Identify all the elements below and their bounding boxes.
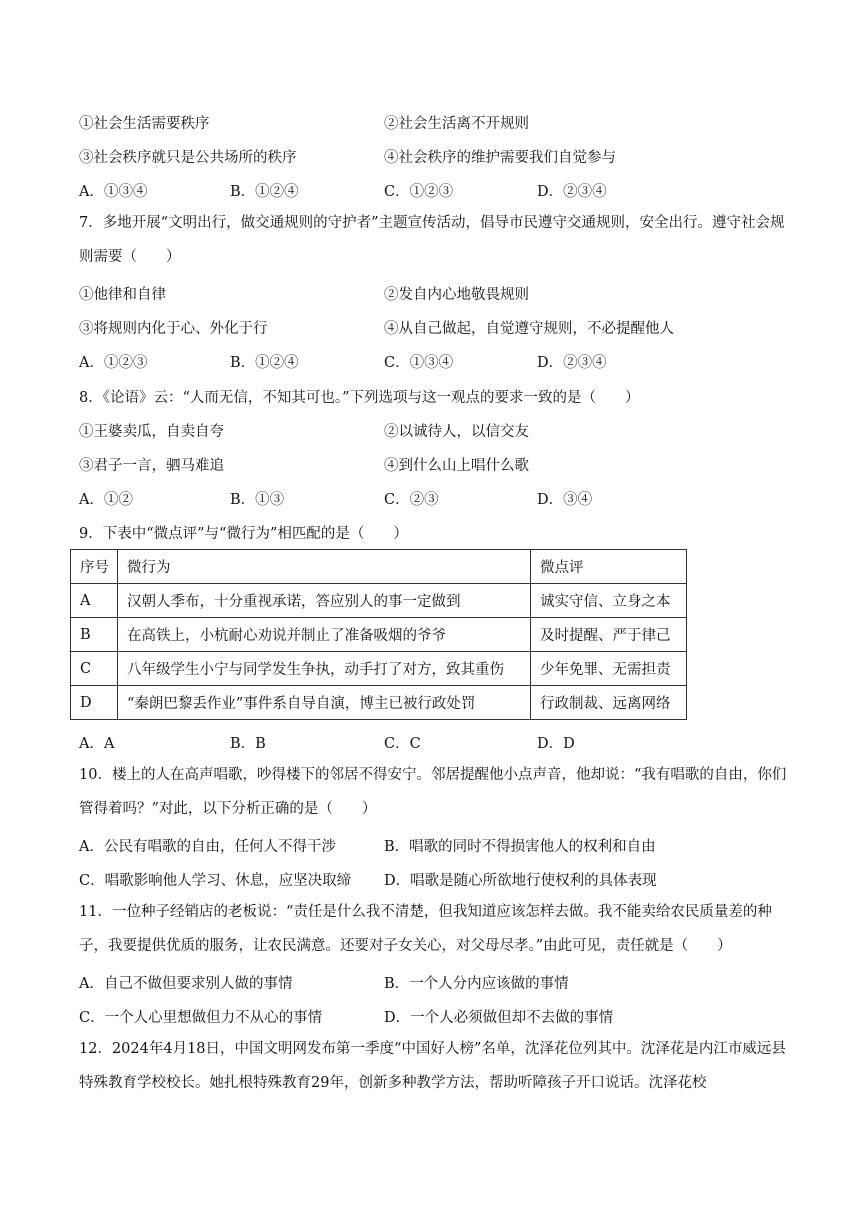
q7-choice-b: B．①②④ [230,355,299,371]
q6-option-2: ②社会生活离不开规则 [384,116,529,132]
q11-choice-a: A．自己不做但要求别人做的事情 [79,976,293,992]
q7-choice-d: D．②③④ [537,355,607,371]
q8-choice-b: B．①③ [230,492,285,508]
q11-choice-c: C．一个人心里想做但力不从心的事情 [79,1010,323,1026]
q6-choice-a: A．①③④ [79,184,148,200]
q8-stem: 8．《论语》云：“人而无信，不知其可也。”下列选项与这一观点的要求一致的是（ ） [79,390,640,406]
q11-stem: 11．一位种子经销店的老板说：“责任是什么我不清楚，但我知道应该怎样去做。我不能卖给农民质量差的种子，我要提供优质的服务，让农民满意。还要对子女关心，对父母尽孝。”由此可见，责任就是（ ） [79,904,772,954]
table-header-cell: 微行为 [118,550,531,584]
q9-choice-a: A．A [79,736,115,752]
q10-choice-d: D．唱歌是随心所欲地行使权利的具体表现 [384,873,657,889]
q8-option-2: ②以诚待人，以信交友 [384,424,529,440]
table-cell: A [71,584,118,618]
q10-choice-a: A．公民有唱歌的自由，任何人不得干涉 [79,839,336,855]
q7-option-2: ②发自内心地敬畏规则 [384,287,529,303]
q8-choice-c: C．②③ [384,492,439,508]
q6-option-4: ④社会秩序的维护需要我们自觉参与 [384,150,616,166]
q8-choice-a: A．①② [79,492,133,508]
q7-option-4: ④从自己做起，自觉遵守规则，不必提醒他人 [384,321,674,337]
table-row [71,618,687,652]
q6-option-3: ③社会秩序就只是公共场所的秩序 [79,150,297,166]
q7-choice-a: A．①②③ [79,355,148,371]
q6-option-1: ①社会生活需要秩序 [79,116,210,132]
q6-choice-b: B．①②④ [230,184,299,200]
table-cell: C [71,652,118,686]
table-cell: B [71,618,118,652]
table-cell: D [71,686,118,720]
q6-choice-c: C．①②③ [384,184,454,200]
q9-choice-c: C．C [384,736,421,752]
q7-choice-c: C．①③④ [384,355,454,371]
table-cell: 汉朝人季布，十分重视承诺，答应别人的事一定做到 [118,584,531,618]
table-header-cell: 序号 [71,550,118,584]
q9-choice-d: D．D [537,736,575,752]
q10-choice-b: B．唱歌的同时不得损害他人的权利和自由 [384,839,656,855]
table-cell: 在高铁上，小杭耐心劝说并制止了准备吸烟的爷爷 [118,618,531,652]
q8-option-1: ①王婆卖瓜，自卖自夸 [79,424,224,440]
table-cell: 行政制裁、远离网络 [531,686,687,720]
q10-choice-c: C．唱歌影响他人学习、休息，应坚决取缔 [79,873,352,889]
table-cell: 及时提醒、严于律己 [531,618,687,652]
table-row [71,652,687,686]
q10-stem: 10．楼上的人在高声唱歌，吵得楼下的邻居不得安宁。邻居提醒他小点声音，他却说：“我有唱歌的自由，你们管得着吗？”对此，以下分析正确的是（ ） [79,767,787,817]
q7-option-1: ①他律和自律 [79,287,166,303]
table-header-cell: 微点评 [531,550,687,584]
q11-choice-b: B．一个人分内应该做的事情 [384,976,569,992]
table-row [71,584,687,618]
q7-stem: 7．多地开展“文明出行，做交通规则的守护者”主题宣传活动，倡导市民遵守交通规则，安全出行。遵守社会规则需要（ ） [79,215,785,265]
q11-choice-d: D．一个人必须做但却不去做的事情 [384,1010,614,1026]
q8-choice-d: D．③④ [537,492,593,508]
table-row [71,686,687,720]
table-header-row [71,550,687,584]
q6-choice-d: D．②③④ [537,184,607,200]
q8-option-3: ③君子一言，驷马难追 [79,458,224,474]
q8-option-4: ④到什么山上唱什么歌 [384,458,529,474]
q7-option-3: ③将规则内化于心、外化于行 [79,321,268,337]
q9-choice-b: B．B [230,736,266,752]
q12-stem: 12．2024年4月18日，中国文明网发布第一季度“中国好人榜”名单，沈泽花位列其中。沈泽花是内江市威远县特殊教育学校校长。她扎根特殊教育29年，创新多种教学方法，帮助听障孩子开口说话。沈泽花校 [79,1041,786,1091]
table-cell: “秦朗巴黎丢作业”事件系自导自演，博主已被行政处罚 [118,686,531,720]
table-cell: 诚实守信、立身之本 [531,584,687,618]
q9-table [70,549,687,720]
table-cell: 少年免罪、无需担责 [531,652,687,686]
q9-stem: 9．下表中“微点评”与“微行为”相匹配的是（ ） [79,526,408,542]
table-cell: 八年级学生小宁与同学发生争执，动手打了对方，致其重伤 [118,652,531,686]
